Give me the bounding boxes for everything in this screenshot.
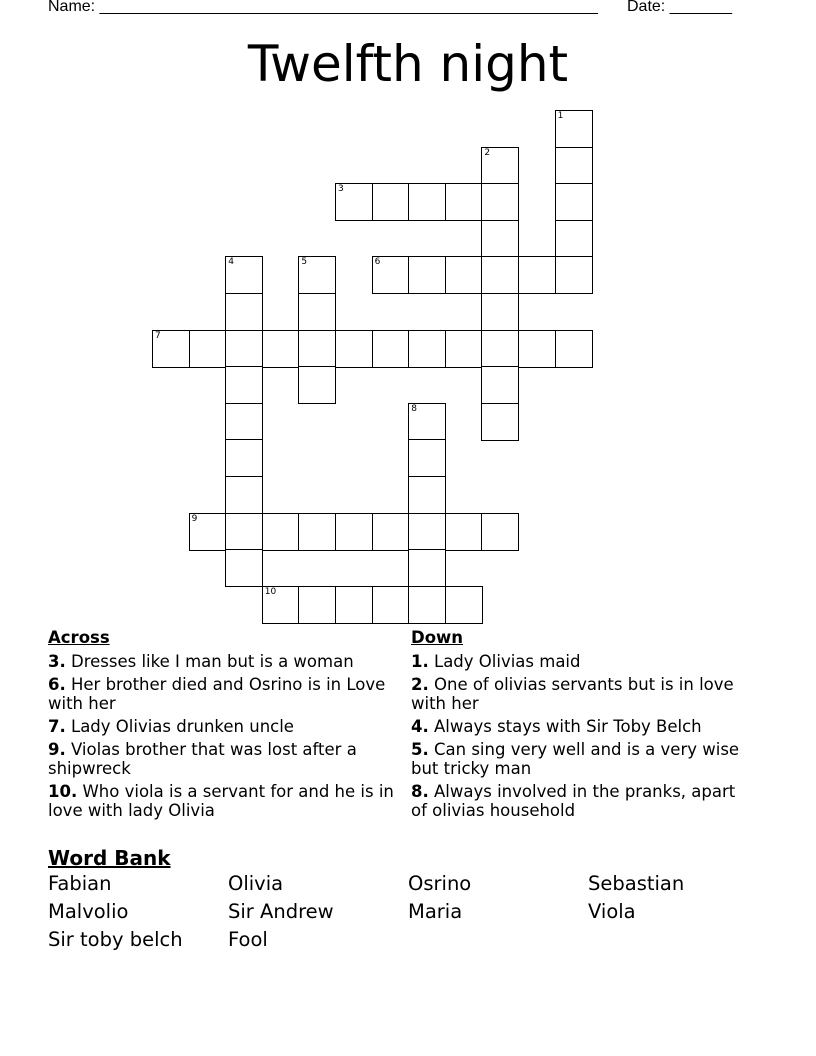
crossword-cell[interactable] <box>372 513 410 551</box>
crossword-cell[interactable] <box>408 256 446 294</box>
clue-text: One of olivias servants but is in love with her <box>411 675 734 713</box>
clue-number: 10. <box>48 782 78 801</box>
cell-number: 9 <box>191 513 198 524</box>
clue-text: Always stays with Sir Toby Belch <box>434 717 702 736</box>
crossword-cell[interactable] <box>262 513 300 551</box>
crossword-cell[interactable] <box>225 549 263 587</box>
crossword-cell[interactable] <box>372 256 410 294</box>
crossword-cell[interactable] <box>518 330 556 368</box>
across-clue <box>48 675 400 713</box>
crossword-cell[interactable] <box>555 147 593 185</box>
crossword-cell[interactable] <box>298 330 336 368</box>
clue-text: Her brother died and Osrino is in Love with her <box>48 675 386 713</box>
down-clue <box>411 717 741 736</box>
down-clue <box>411 782 741 820</box>
word-bank <box>48 873 768 951</box>
name-field[interactable]: Name: ________________________________________________________ <box>48 0 598 15</box>
crossword-cell[interactable] <box>225 293 263 331</box>
crossword-cell[interactable] <box>481 366 519 404</box>
across-clue <box>48 740 400 778</box>
crossword-cell[interactable] <box>189 330 227 368</box>
cell-number: 10 <box>264 586 277 597</box>
down-clue <box>411 740 741 778</box>
clue-number: 5. <box>411 740 429 759</box>
word-bank-item: Olivia <box>228 872 284 895</box>
crossword-cell[interactable] <box>408 513 446 551</box>
crossword-cell[interactable] <box>335 513 373 551</box>
crossword-cell[interactable] <box>481 256 519 294</box>
crossword-cell[interactable] <box>225 330 263 368</box>
crossword-cell[interactable] <box>555 183 593 221</box>
crossword-cell[interactable] <box>408 586 446 624</box>
crossword-cell[interactable] <box>225 256 263 294</box>
crossword-cell[interactable] <box>335 586 373 624</box>
word-bank-item: Sir toby belch <box>48 928 183 951</box>
crossword-cell[interactable] <box>262 330 300 368</box>
down-clue <box>411 675 741 713</box>
crossword-cell[interactable] <box>225 403 263 441</box>
across-clue <box>48 782 400 820</box>
clue-number: 9. <box>48 740 66 759</box>
date-field[interactable]: Date: _______ <box>627 0 732 15</box>
down-heading: Down <box>411 628 464 647</box>
crossword-cell[interactable] <box>408 403 446 441</box>
clue-number: 1. <box>411 652 429 671</box>
crossword-cell[interactable] <box>408 183 446 221</box>
down-clues <box>411 628 741 824</box>
cell-number: 1 <box>557 111 564 121</box>
crossword-cell[interactable] <box>225 513 263 551</box>
clue-number: 8. <box>411 782 429 801</box>
word-bank-item: Maria <box>408 900 463 923</box>
cell-number: 3 <box>338 184 344 195</box>
word-bank-item: Malvolio <box>48 900 129 923</box>
crossword-cell[interactable] <box>445 330 483 368</box>
cell-number: 8 <box>411 403 417 414</box>
crossword-cell[interactable] <box>262 586 300 624</box>
cell-number: 7 <box>155 330 161 341</box>
crossword-cell[interactable] <box>555 330 593 368</box>
across-clues <box>48 628 400 824</box>
crossword-cell[interactable] <box>189 513 227 551</box>
crossword-cell[interactable] <box>225 366 263 404</box>
crossword-cell[interactable] <box>445 256 483 294</box>
crossword-cell[interactable] <box>408 549 446 587</box>
crossword-cell[interactable] <box>298 366 336 404</box>
crossword-cell[interactable] <box>335 183 373 221</box>
word-bank-item: Osrino <box>408 872 472 895</box>
word-bank-item: Fabian <box>48 872 112 895</box>
down-clue <box>411 652 741 671</box>
crossword-cell[interactable] <box>445 183 483 221</box>
crossword-cell[interactable] <box>225 476 263 514</box>
crossword-cell[interactable] <box>481 220 519 258</box>
word-bank-heading: Word Bank <box>48 846 171 870</box>
crossword-cell[interactable] <box>408 330 446 368</box>
crossword-cell[interactable] <box>298 293 336 331</box>
clue-number: 2. <box>411 675 429 694</box>
cell-number: 2 <box>484 147 491 158</box>
clue-text: Always involved in the pranks, apart of olivias household <box>411 782 736 820</box>
word-bank-item: Viola <box>588 900 636 923</box>
crossword-cell[interactable] <box>481 403 519 441</box>
crossword-cell[interactable] <box>481 293 519 331</box>
crossword-cell[interactable] <box>335 330 373 368</box>
clue-text: Lady Olivias maid <box>434 652 581 671</box>
word-bank-item: Fool <box>228 928 268 951</box>
crossword-cell[interactable] <box>372 330 410 368</box>
clue-text: Who viola is a servant for and he is in love with lady Olivia <box>48 782 394 820</box>
crossword-cell[interactable] <box>152 330 190 368</box>
crossword-cell[interactable] <box>481 147 519 185</box>
crossword-cell[interactable] <box>445 513 483 551</box>
crossword-cell[interactable] <box>225 439 263 477</box>
clue-text: Lady Olivias drunken uncle <box>71 717 294 736</box>
across-clue <box>48 652 400 671</box>
cell-number: 6 <box>374 257 381 268</box>
crossword-cell[interactable] <box>408 476 446 514</box>
crossword-cell[interactable] <box>481 330 519 368</box>
clue-number: 4. <box>411 717 429 736</box>
clue-text: Can sing very well and is a very wise but tricky man <box>411 740 740 778</box>
across-heading: Across <box>48 628 110 647</box>
crossword-cell[interactable] <box>555 110 593 148</box>
crossword-cell[interactable] <box>481 513 519 551</box>
clue-number: 6. <box>48 675 66 694</box>
across-clue <box>48 717 400 736</box>
crossword-cell[interactable] <box>481 183 519 221</box>
clue-text: Dresses like I man but is a woman <box>71 652 354 671</box>
cell-number: 5 <box>301 257 308 268</box>
crossword-cell[interactable] <box>372 586 410 624</box>
clue-number: 7. <box>48 717 66 736</box>
clue-text: Violas brother that was lost after a shipwreck <box>48 740 357 778</box>
puzzle-title: Twelfth night <box>247 35 569 93</box>
crossword-cell[interactable] <box>372 183 410 221</box>
crossword-cell[interactable] <box>555 220 593 258</box>
word-bank-item: Sir Andrew <box>228 900 334 923</box>
clue-number: 3. <box>48 652 66 671</box>
crossword-cell[interactable] <box>555 256 593 294</box>
word-bank-item: Sebastian <box>588 872 685 895</box>
crossword-cell[interactable] <box>298 586 336 624</box>
crossword-cell[interactable] <box>298 513 336 551</box>
crossword-cell[interactable] <box>518 256 556 294</box>
cell-number: 4 <box>228 257 234 268</box>
crossword-cell[interactable] <box>408 439 446 477</box>
crossword-cell[interactable] <box>445 586 483 624</box>
crossword-cell[interactable] <box>298 256 336 294</box>
